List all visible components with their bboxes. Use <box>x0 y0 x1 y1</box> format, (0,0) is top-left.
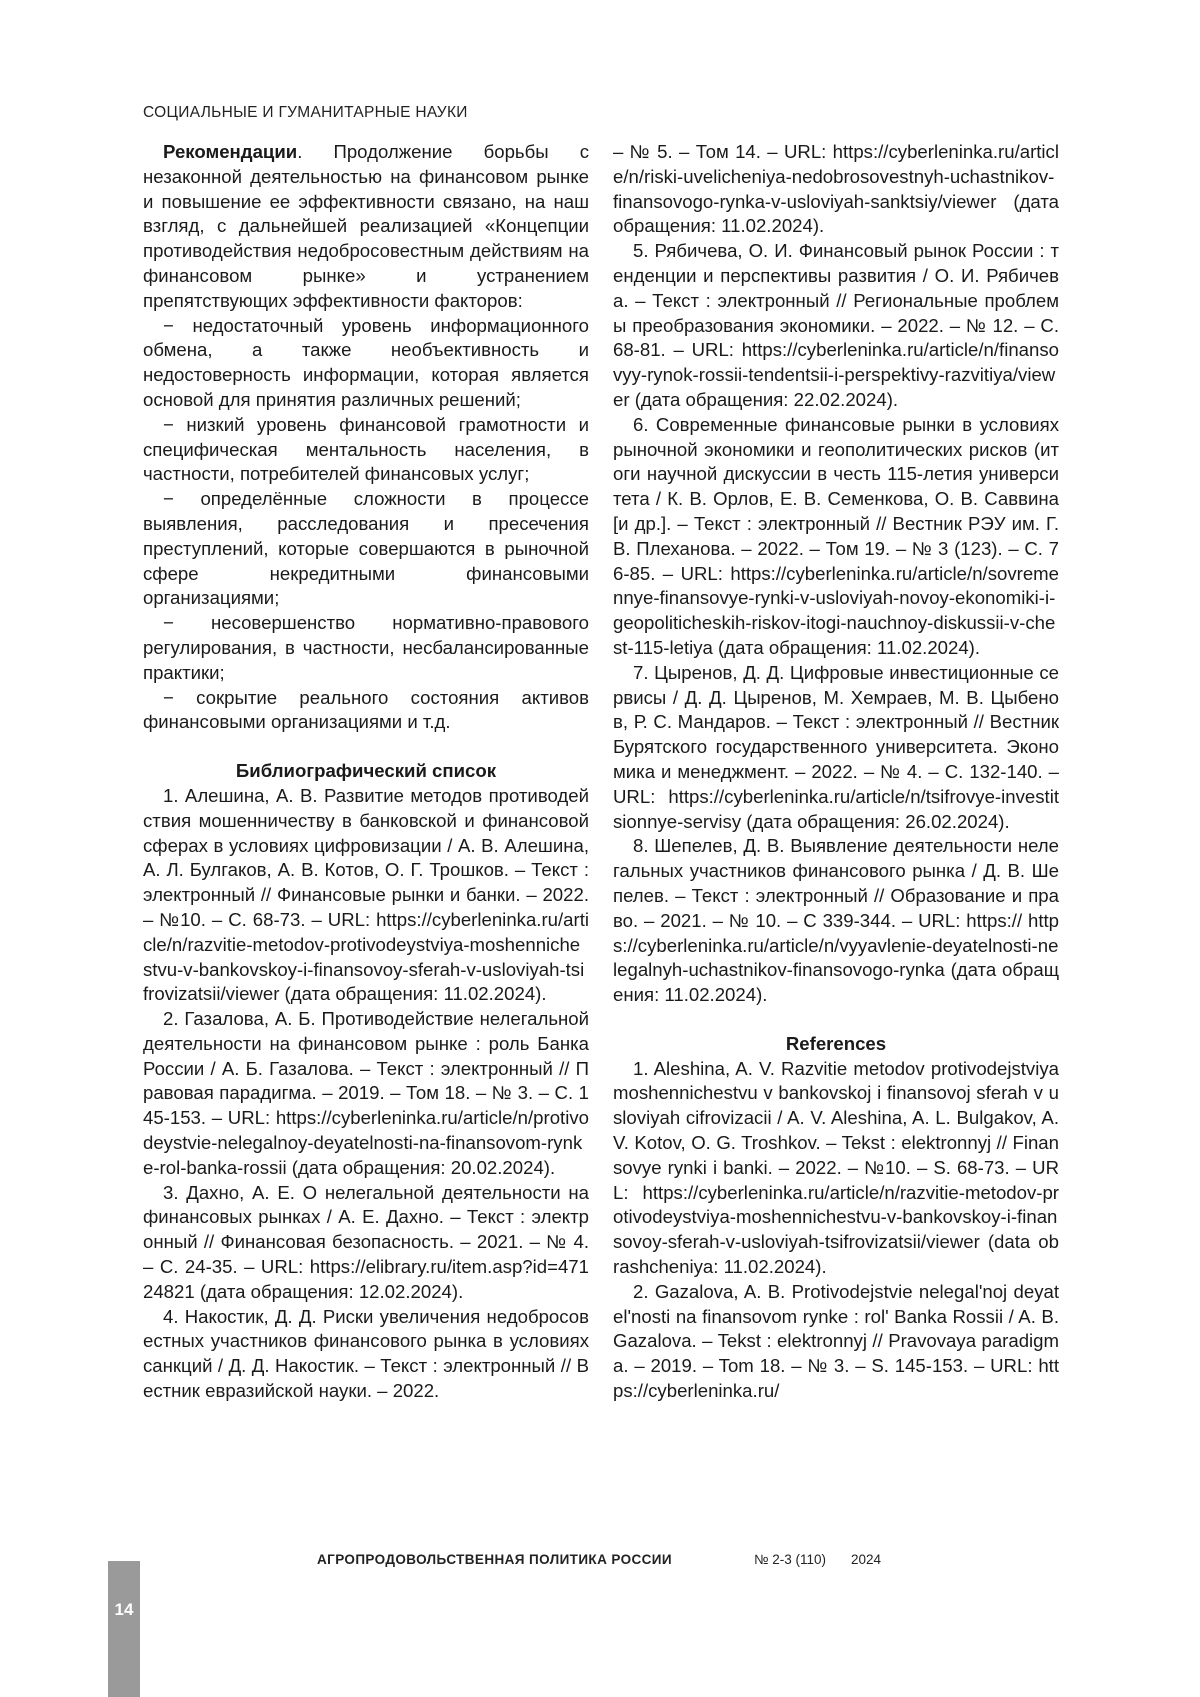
reference-item-continued: – № 5. – Том 14. – URL: https://cyberleninka.ru/article/n/riski-uvelicheniya-nedobrosovestnyh-uchastnikov-finansovogo-rynka-v-usloviyah-sanktsiy/viewer (дата обращения: 11.02.2024). <box>613 141 1059 237</box>
reference-item-en: 1. Aleshina, A. V. Razvitie metodov protivodejstviya moshennichestvu v bankovskoj i finansovoj sferah v usloviyah cifrovizacii / A. V. Aleshina, A. L. Bulgakov, A. V. Kotov, O. G. Troshkov. – Tekst : elektronnyj // Finansovye rynki i banki. – 2022. – №10. – S. 68-73. – URL: https://cyberleninka.ru/article/n/razvitie-metodov-protivodeystviya-moshennichestvu-v-bankovskoy-i-finansovoy-sferah-v-usloviyah-tsifrovizatsii/viewer (data obrashcheniya: 11.02.2024). <box>613 1057 1059 1278</box>
recommendations-label: Рекомендации <box>163 141 298 162</box>
journal-title: АГРОПРОДОВОЛЬСТВЕННАЯ ПОЛИТИКА РОССИИ <box>317 1552 672 1567</box>
left-column <box>143 140 589 1404</box>
reference-item: 6. Современные финансовые рынки в условиях рыночной экономики и геополитических рисков (итоги научной дискуссии в честь 115-летия университета / К. В. Орлов, Е. В. Семенкова, О. В. Саввина [и др.]. – Текст : электронный // Вестник РЭУ им. Г. В. Плеханова. – 2022. – Том 19. – № 3 (123). – С. 76-85. – URL: https://cyberleninka.ru/article/n/sovremennye-finansovye-rynki-v-usloviyah-novoy-ekonomiki-i-geopoliticheskih-riskov-itogi-nauchnoy-diskussii-v-chest-115-letiya (дата обращения: 11.02.2024). <box>613 413 1059 658</box>
page-number: 14 <box>114 1600 134 1619</box>
issue-number: № 2-3 (110) <box>754 1552 827 1567</box>
recommendations-paragraph <box>143 140 589 314</box>
bullet-item: − несовершенство нормативно-правового регулирования, в частности, несбалансированные практики; <box>143 612 589 683</box>
reference-item: 2. Газалова, А. Б. Противодействие нелегальной деятельности на финансовом рынке : роль Банка России / А. Б. Газалова. – Текст : электронный // Правовая парадигма. – 2019. – Том 18. – № 3. – С. 145-153. – URL: https://cyberleninka.ru/article/n/protivodeystvie-nelegalnoy-deyatelnosti-na-finansovom-rynke-rol-banka-rossii (дата обращения: 20.02.2024). <box>143 1008 589 1178</box>
bullet-item: − низкий уровень финансовой грамотности и специфическая ментальность населения, в частности, потребителей финансовых услуг; <box>143 413 589 485</box>
issue-year: 2024 <box>851 1552 882 1567</box>
running-head: СОЦИАЛЬНЫЕ И ГУМАНИТАРНЫЕ НАУКИ <box>143 104 468 121</box>
bibliography-heading: Библиографический список <box>235 760 497 782</box>
reference-item: 4. Накостик, Д. Д. Риски увеличения недобросовестных участников финансового рынка в условиях санкций / Д. Д. Накостик. – Текст : электронный // Вестник евразийской науки. – 2022. <box>143 1305 589 1402</box>
bullet-item: − сокрытие реального состояния активов финансовыми организациями и т.д. <box>143 686 589 733</box>
page-number-tab <box>108 1561 140 1697</box>
reference-item: 3. Дахно, А. Е. О нелегальной деятельности на финансовых рынках / А. Е. Дахно. – Текст : электронный // Финансовая безопасность. – 2021. – № 4. – С. 24-35. – URL: https://elibrary.ru/item.asp?id=47124821 (дата обращения: 12.02.2024). <box>143 1181 589 1302</box>
bullet-item: − недостаточный уровень информационного обмена, а также необъективность и недостоверность информации, которая является основой для принятия различных решений; <box>143 314 589 410</box>
bullet-item: − определённые сложности в процессе выявления, расследования и пресечения преступлений, которые совершаются в рыночной сфере некредитными финансовыми организациями; <box>143 488 589 609</box>
reference-item: 8. Шепелев, Д. В. Выявление деятельности нелегальных участников финансового рынка / Д. В. Шепелев. – Текст : электронный // Образование и право. – 2021. – № 10. – С 339-344. – URL: https:// https://cyberleninka.ru/article/n/vyyavlenie-deyatelnosti-nelegalnyh-uchastnikov-finansovogo-rynka (дата обращения: 11.02.2024). <box>613 835 1059 1006</box>
reference-item: 5. Рябичева, О. И. Финансовый рынок России : тенденции и перспективы развития / О. И. Рябичева. – Текст : электронный // Региональные проблемы преобразования экономики. – 2022. – № 12. – С. 68-81. – URL: https://cyberleninka.ru/article/n/finansovyy-rynok-rossii-tendentsii-i-perspektivy-razvitiya/viewer (дата обращения: 22.02.2024). <box>613 240 1059 410</box>
right-column <box>613 140 1059 1404</box>
reference-item: 7. Цыренов, Д. Д. Цифровые инвестиционные сервисы / Д. Д. Цыренов, М. Хемраев, М. В. Цыбенов, Р. С. Мандаров. – Текст : электронный // Вестник Бурятского государственного университета. Экономика и менеджмент. – 2022. – № 4. – С. 132-140. – URL: https://cyberleninka.ru/article/n/tsifrovye-investitsionnye-servisy (дата обращения: 26.02.2024). <box>613 661 1059 832</box>
reference-item-en: 2. Gazalova, A. B. Protivodejstvie nelegal'noj deyatel'nosti na finansovom rynke : rol' Banka Rossii / A. B. Gazalova. – Tekst : elektronnyj // Pravovaya paradigma. – 2019. – Tom 18. – № 3. – S. 145-153. – URL: https://cyberleninka.ru/ <box>613 1280 1059 1402</box>
references-heading: References <box>785 1032 887 1054</box>
reference-item: 1. Алешина, А. В. Развитие методов противодействия мошенничеству в банковской и финансовой сферах в условиях цифровизации / А. В. Алешина, А. Л. Булгаков, А. В. Котов, О. Г. Трошков. – Текст : электронный // Финансовые рынки и банки. – 2022. – №10. – С. 68-73. – URL: https://cyberleninka.ru/article/n/razvitie-metodov-protivodeystviya-moshennichestvu-v-bankovskoy-i-finansovoy-sferah-v-usloviyah-tsifrovizatsii/viewer (дата обращения: 11.02.2024). <box>143 784 589 1005</box>
recommendations-text: . Продолжение борьбы с незаконной деятельностью на финансовом рынке и повышение ее эффективности связано, на наш взгляд, с дальнейшей реализацией «Концепции противодействия недобросовестным действиям на финансовом рынке» и устранением препятствующих эффективности факторов: <box>143 141 589 311</box>
